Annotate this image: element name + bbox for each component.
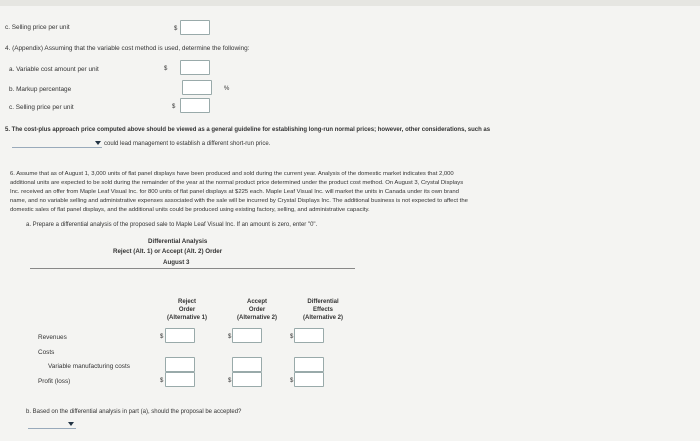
currency-symbol: $ — [160, 378, 164, 384]
currency-symbol: $ — [164, 66, 168, 72]
q6-p1: 6. Assume that as of August 1, 3,000 units of flat panel displays have been produced and sold during the current year. Analysis of the domestic market indicates that 2,000 — [10, 171, 454, 177]
revenues-diff-input[interactable] — [294, 328, 324, 343]
currency-symbol: $ — [160, 334, 164, 340]
q4-selling-price-input[interactable] — [180, 98, 210, 113]
q4-markup-input[interactable] — [182, 80, 212, 95]
col-reject-header: Reject Order (Alternative 1) — [166, 299, 207, 321]
q6-b-dropdown[interactable] — [28, 428, 76, 429]
q3-selling-price-label: c. Selling price per unit — [5, 24, 70, 31]
profit-diff-input[interactable] — [294, 372, 324, 387]
row-costs-label: Costs — [38, 349, 55, 356]
variable-diff-input[interactable] — [294, 357, 324, 372]
row-variable-label: Variable manufacturing costs — [48, 363, 130, 370]
col-differential-header: Differential Effects (Alternative 2) — [302, 299, 343, 321]
currency-symbol: $ — [174, 26, 178, 32]
variable-alt1-input[interactable] — [165, 357, 195, 372]
q5-text: 5. The cost-plus approach price computed above should be viewed as a general guideline for establishing long-run normal prices; however, other considerations, such as — [5, 127, 491, 133]
q4-variable-cost-input[interactable] — [180, 60, 210, 75]
chevron-down-icon[interactable] — [68, 422, 74, 426]
q4-variable-cost-label: a. Variable cost amount per unit — [9, 66, 99, 73]
profit-alt2-input[interactable] — [232, 372, 262, 387]
table-date: August 3 — [163, 259, 190, 266]
row-profit-label: Profit (loss) — [38, 378, 71, 385]
currency-symbol: $ — [290, 378, 294, 384]
q6-p4: name, and no variable selling and administrative expenses associated with the sale will be incurred by Crystal Displays Inc. The additional business is not expected to affect the — [10, 198, 468, 204]
currency-symbol: $ — [290, 334, 294, 340]
col-accept-header: Accept Order (Alternative 2) — [236, 299, 277, 321]
top-bar — [0, 0, 700, 6]
table-title: Differential Analysis — [148, 238, 208, 245]
q6-a-prompt: a. Prepare a differential analysis of the proposed sale to Maple Leaf Visual Inc. If an amount is zero, enter "0". — [26, 222, 318, 228]
currency-symbol: $ — [228, 334, 232, 340]
chevron-down-icon[interactable] — [95, 141, 101, 145]
q5-text-cont: could lead management to establish a different short-run price. — [104, 141, 271, 147]
currency-symbol: $ — [172, 104, 176, 110]
variable-alt2-input[interactable] — [232, 357, 262, 372]
currency-symbol: $ — [228, 378, 232, 384]
q6-p3: Inc. received an offer from Maple Leaf Visual Inc. for 800 units of flat panel displays at $225 each. Maple Leaf Visual Inc. will market the units in Canada under its own brand — [10, 189, 459, 195]
table-subtitle: Reject (Alt. 1) or Accept (Alt. 2) Order — [113, 248, 223, 255]
q6-p5: domestic sales of flat panel displays, and the additional units could be produced using existing factory, selling, and administrative capacity. — [10, 207, 370, 213]
revenues-alt1-input[interactable] — [165, 328, 195, 343]
q5-dropdown[interactable] — [12, 147, 102, 148]
q6-b-prompt: b. Based on the differential analysis in part (a), should the proposal be accepted? — [26, 409, 242, 415]
q6-p2: additional units are expected to be sold during the remainder of the year at the normal product price determined under the product cost method. On August 3, Crystal Displays — [10, 180, 464, 186]
profit-alt1-input[interactable] — [165, 372, 195, 387]
q4-selling-price-label: c. Selling price per unit — [9, 104, 74, 111]
revenues-alt2-input[interactable] — [232, 328, 262, 343]
table-rule — [30, 268, 355, 269]
q4-prompt: 4. (Appendix) Assuming that the variable cost method is used, determine the following: — [5, 45, 250, 52]
row-revenues-label: Revenues — [38, 334, 67, 341]
q3-selling-price-input[interactable] — [180, 20, 210, 35]
q4-markup-label: b. Markup percentage — [9, 86, 72, 93]
percent-symbol: % — [224, 86, 230, 92]
